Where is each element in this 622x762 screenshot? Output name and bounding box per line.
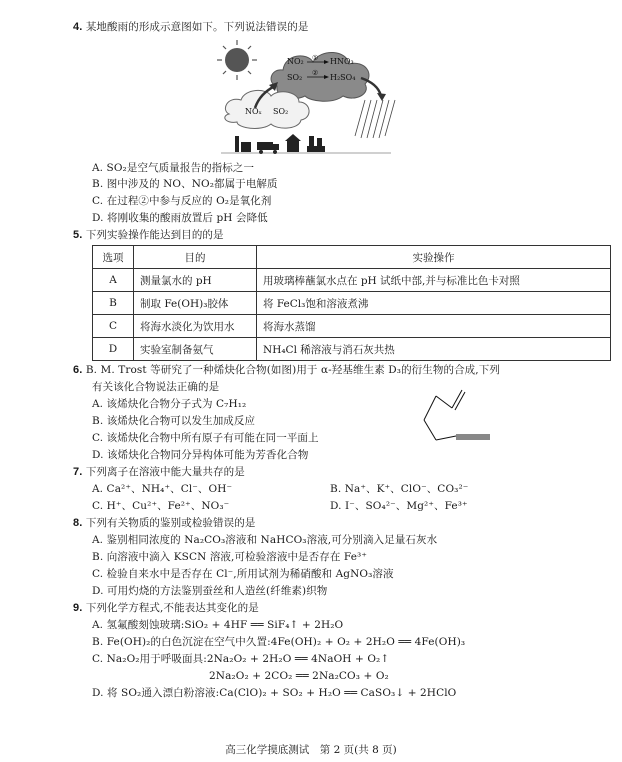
row-a-option: A <box>93 269 134 292</box>
q9-option-c: C. Na₂O₂用于呼吸面具:2Na₂O₂ + 2H₂O ══ 4NaOH + O₂↑ <box>92 653 390 665</box>
q4-stem: 某地酸雨的形成示意图如下。下列说法错误的是 <box>85 21 309 33</box>
enyne-structure <box>418 386 498 452</box>
q9-stem: 下列化学方程式,不能表达其变化的是 <box>85 602 259 614</box>
q4-option-d: D. 将刚收集的酸雨放置后 pH 会降低 <box>92 212 268 224</box>
row-a-purpose: 测量氯水的 pH <box>134 269 257 292</box>
q6-option-b: B. 该烯炔化合物可以发生加成反应 <box>92 415 256 427</box>
fig-r2-left: SO₂ <box>287 73 303 82</box>
fig-r2-mark: ② <box>312 69 319 77</box>
house-icon <box>285 134 301 152</box>
q7-option-b: B. Na⁺、K⁺、ClO⁻、CO₃²⁻ <box>330 483 469 495</box>
row-b-purpose: 制取 Fe(OH)₃胶体 <box>134 292 257 315</box>
q8-option-b: B. 向溶液中滴入 KSCN 溶液,可检验溶液中是否存在 Fe³⁺ <box>92 551 367 563</box>
col-purpose: 目的 <box>134 246 257 269</box>
emission-cloud <box>225 90 309 128</box>
power-plant-icon <box>307 136 325 152</box>
table-row <box>93 338 611 361</box>
row-d-option: D <box>93 338 134 361</box>
q7 <box>73 465 245 479</box>
table-row <box>93 315 611 338</box>
q9-number: 9. <box>73 602 83 614</box>
row-d-operation: NH₄Cl 稀溶液与消石灰共热 <box>257 338 611 361</box>
row-b-operation: 将 FeCl₃饱和溶液煮沸 <box>257 292 611 315</box>
acid-rain-figure <box>215 38 400 160</box>
q6-option-c: C. 该烯炔化合物中所有原子有可能在同一平面上 <box>92 432 319 444</box>
rain-lines <box>355 100 395 138</box>
sun-icon <box>225 48 249 72</box>
fig-r1-right: HNO₃ <box>330 57 354 66</box>
q9-option-b: B. Fe(OH)₂的白色沉淀在空气中久置:4Fe(OH)₂ + O₂ + 2H₂O ══ 4Fe(OH)₃ <box>92 636 466 648</box>
q4-option-c: C. 在过程②中参与反应的 O₂是氧化剂 <box>92 195 272 207</box>
q9-option-c-line2: 2Na₂O₂ + 2CO₂ ══ 2Na₂CO₃ + O₂ <box>209 670 389 682</box>
q8-option-c: C. 检验自来水中是否存在 Cl⁻,所用试剂为稀硝酸和 AgNO₃溶液 <box>92 568 394 580</box>
row-c-purpose: 将海水淡化为饮用水 <box>134 315 257 338</box>
table-row <box>93 292 611 315</box>
q7-option-a: A. Ca²⁺、NH₄⁺、Cl⁻、OH⁻ <box>92 483 233 495</box>
fig-cloud-so2: SO₂ <box>273 107 289 116</box>
q6-option-a: A. 该烯炔化合物分子式为 C₇H₁₂ <box>92 398 247 410</box>
q8 <box>73 516 255 530</box>
q8-number: 8. <box>73 517 83 529</box>
row-c-option: C <box>93 315 134 338</box>
q7-number: 7. <box>73 466 83 478</box>
q7-stem: 下列离子在溶液中能大量共存的是 <box>85 466 245 478</box>
row-d-purpose: 实验室制备氨气 <box>134 338 257 361</box>
table-header-row <box>93 246 611 269</box>
q9-option-d: D. 将 SO₂通入漂白粉溶液:Ca(ClO)₂ + SO₂ + H₂O ══ CaSO₃↓ + 2HClO <box>92 687 457 699</box>
row-a-operation: 用玻璃棒蘸氯水点在 pH 试纸中部,并与标准比色卡对照 <box>257 269 611 292</box>
q6-stem-line2: 有关该化合物说法正确的是 <box>92 381 220 393</box>
table-row <box>93 269 611 292</box>
q5-stem: 下列实验操作能达到目的的是 <box>85 229 224 241</box>
truck-icon <box>257 142 279 154</box>
page-footer: 高三化学摸底测试 第 2 页(共 8 页) <box>225 744 397 756</box>
q8-stem: 下列有关物质的鉴别或检验错误的是 <box>85 517 256 529</box>
q6-option-d: D. 该烯炔化合物同分异构体可能为芳香化合物 <box>92 449 309 461</box>
q9 <box>73 601 259 615</box>
q6-stem-line1: B. M. Trost 等研究了一种烯炔化合物(如图)用于 α-羟基维生素 D₃的衍生物的合成,下列 <box>85 364 500 376</box>
q4-option-b: B. 图中涉及的 NO、NO₂都属于电解质 <box>92 178 278 190</box>
fig-r1-left: NO₂ <box>287 57 304 66</box>
fig-r2-right: H₂SO₄ <box>330 73 356 82</box>
q8-option-a: A. 鉴别相同浓度的 Na₂CO₃溶液和 NaHCO₃溶液,可分别滴入足量石灰水 <box>92 534 438 546</box>
q4-number: 4. <box>73 21 83 33</box>
col-option: 选项 <box>93 246 134 269</box>
q7-option-c: C. H⁺、Cu²⁺、Fe²⁺、NO₃⁻ <box>92 500 230 512</box>
experiment-table <box>92 245 611 361</box>
q9-option-a: A. 氢氟酸刻蚀玻璃:SiO₂ + 4HF ══ SiF₄↑ + 2H₂O <box>92 619 344 631</box>
row-c-operation: 将海水蒸馏 <box>257 315 611 338</box>
q6-number: 6. <box>73 364 83 376</box>
fig-cloud-nox: NOₓ <box>245 107 262 116</box>
q4 <box>73 20 308 34</box>
q8-option-d: D. 可用灼烧的方法鉴别蚕丝和人造丝(纤维素)织物 <box>92 585 328 597</box>
q5-number: 5. <box>73 229 83 241</box>
q7-option-d: D. I⁻、SO₄²⁻、Mg²⁺、Fe³⁺ <box>330 500 468 512</box>
factory-icon <box>235 136 251 152</box>
q4-option-a: A. SO₂是空气质量报告的指标之一 <box>92 162 255 174</box>
col-operation: 实验操作 <box>257 246 611 269</box>
row-b-option: B <box>93 292 134 315</box>
q6 <box>73 363 500 377</box>
fig-r1-mark: ① <box>312 54 319 62</box>
q5 <box>73 228 224 242</box>
